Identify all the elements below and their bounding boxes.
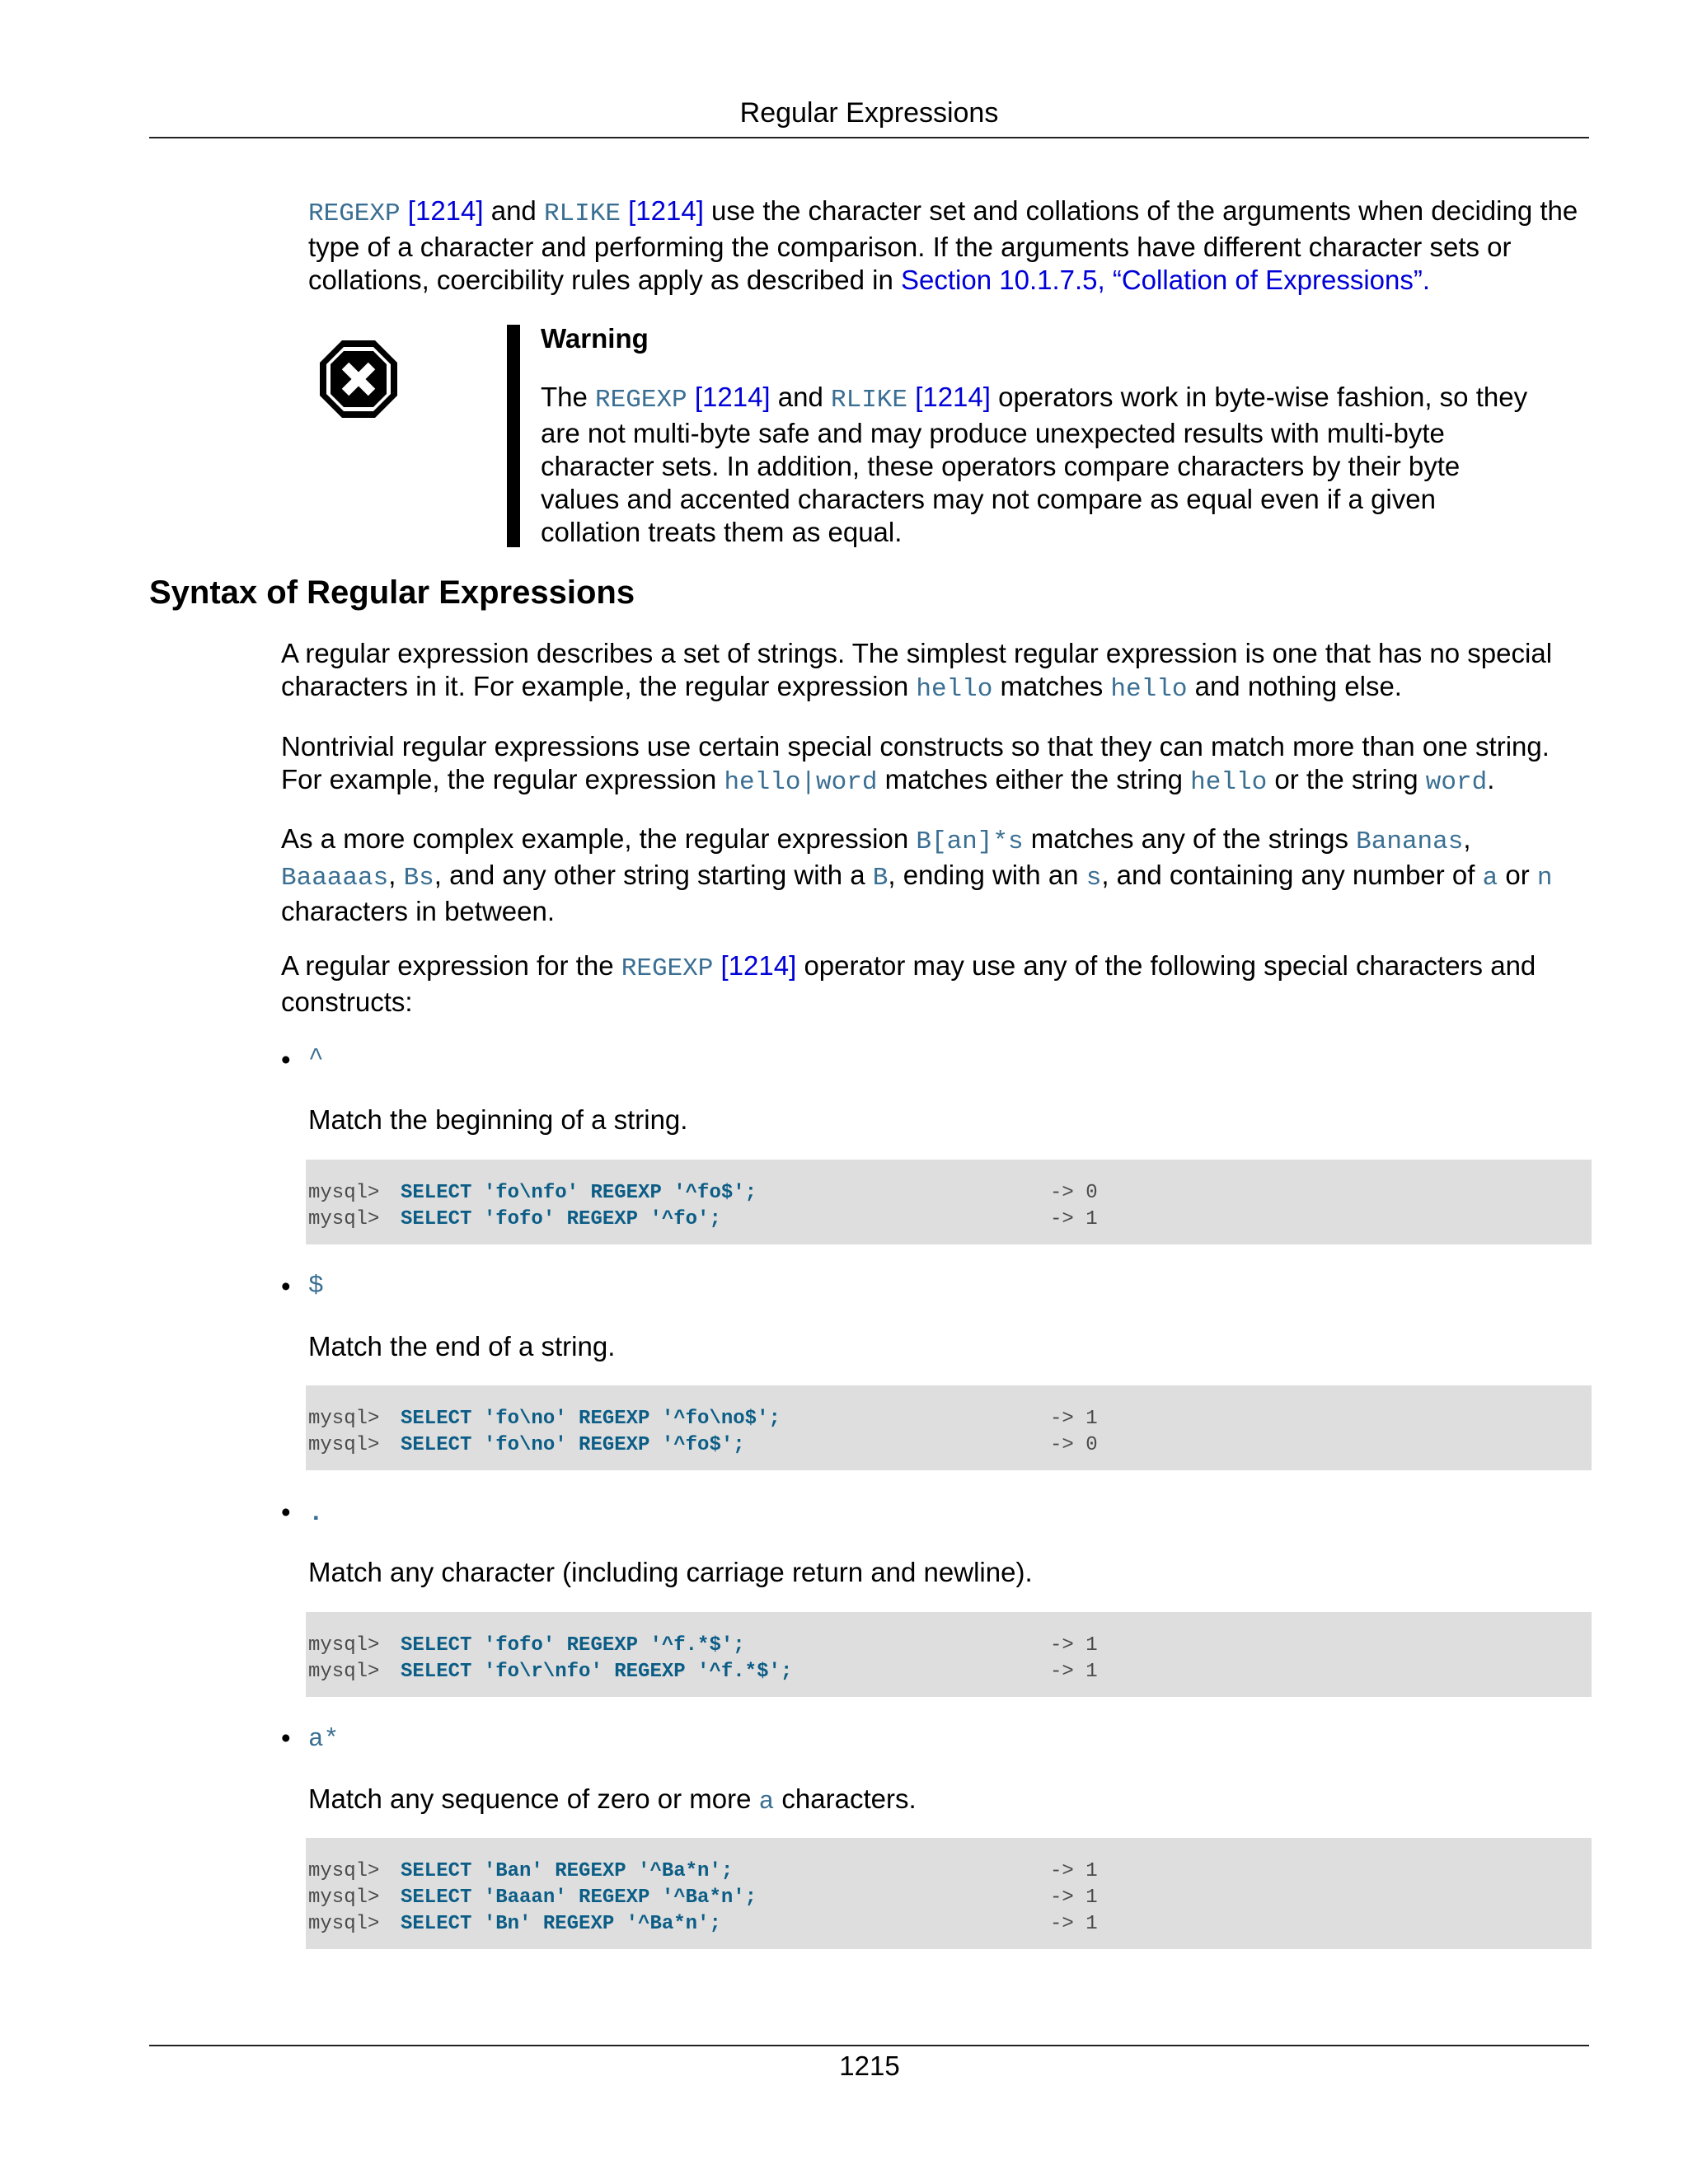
text-run: operators work in byte-wise fashion, so they are not multi-byte safe and may produce unexpected results with multi-byte character sets. In addition, these operators compare characters by their byte values and accented characters may not compare as equal even if a given collation treats them as equal. bbox=[541, 382, 1528, 547]
regex-symbol: ^ bbox=[308, 1044, 324, 1073]
footer-rule bbox=[149, 2045, 1589, 2046]
text-run: characters. bbox=[774, 1783, 917, 1814]
inline-code: a bbox=[758, 1788, 775, 1816]
code-line: mysql> SELECT 'fo\nfo' REGEXP '^fo$'; -> 0 bbox=[308, 1182, 1098, 1204]
paragraph-complex-example bbox=[281, 823, 1592, 928]
inline-code: word bbox=[1425, 768, 1488, 797]
inline-code: s bbox=[1085, 864, 1102, 893]
bullet-marker: • bbox=[281, 1271, 291, 1301]
code-line: mysql> SELECT 'fofo' REGEXP '^fo'; -> 1 bbox=[308, 1208, 1098, 1230]
code-line: mysql> SELECT 'Ban' REGEXP '^Ba*n'; -> 1 bbox=[308, 1860, 1098, 1882]
text-run: , ending with an bbox=[888, 860, 1086, 890]
bullet-marker: • bbox=[281, 1722, 291, 1753]
code-line: mysql> SELECT 'fo\r\nfo' REGEXP '^f.*$'; -> 1 bbox=[308, 1661, 1098, 1683]
text-run bbox=[713, 950, 720, 981]
text-run: The bbox=[541, 382, 596, 412]
code-line: mysql> SELECT 'fo\no' REGEXP '^fo$'; -> 0 bbox=[308, 1434, 1098, 1456]
text-run bbox=[401, 195, 408, 226]
text-run bbox=[621, 195, 628, 226]
text-run bbox=[907, 382, 915, 412]
cross-reference-link[interactable]: Section 10.1.7.5, “Collation of Expressions”. bbox=[901, 265, 1431, 295]
regex-symbol: . bbox=[308, 1499, 324, 1528]
text-run: . bbox=[1487, 764, 1495, 794]
warning-icon bbox=[317, 338, 400, 420]
code-line: mysql> SELECT 'Bn' REGEXP '^Ba*n'; -> 1 bbox=[308, 1913, 1098, 1935]
inline-code: hello bbox=[1110, 675, 1188, 704]
code-line: mysql> SELECT 'fofo' REGEXP '^f.*$'; -> 1 bbox=[308, 1634, 1098, 1657]
warning-bar bbox=[507, 325, 520, 547]
inline-code: Bs bbox=[403, 864, 434, 893]
text-run: Match the end of a string. bbox=[308, 1331, 616, 1361]
code-example bbox=[306, 1612, 1592, 1697]
code-example bbox=[306, 1838, 1592, 1949]
text-run: or bbox=[1498, 860, 1537, 890]
text-run: characters in between. bbox=[281, 896, 556, 926]
regex-symbol: $ bbox=[308, 1272, 324, 1301]
intro-paragraph bbox=[308, 194, 1594, 297]
text-run bbox=[687, 382, 695, 412]
inline-code: n bbox=[1536, 864, 1553, 893]
text-run: matches bbox=[992, 671, 1111, 701]
item-description bbox=[308, 1330, 615, 1363]
item-description bbox=[308, 1783, 917, 1819]
cross-reference-link[interactable]: [1214] bbox=[628, 195, 704, 226]
text-run: Match any character (including carriage return and newline). bbox=[308, 1557, 1033, 1587]
text-run: , and any other string starting with a bbox=[434, 860, 873, 890]
item-description bbox=[308, 1556, 1033, 1589]
inline-code: Bananas bbox=[1356, 827, 1464, 856]
cross-reference-link[interactable]: [1214] bbox=[407, 195, 484, 226]
cross-reference-link[interactable]: [1214] bbox=[720, 950, 797, 981]
text-run: and bbox=[483, 195, 544, 226]
warning-text bbox=[541, 381, 1530, 549]
regex-symbol: a* bbox=[308, 1725, 340, 1754]
inline-code: hello bbox=[1190, 768, 1268, 797]
paragraph-nontrivial-regex bbox=[281, 730, 1592, 799]
inline-code: RLIKE bbox=[831, 386, 908, 415]
inline-code: hello|word bbox=[724, 768, 878, 797]
text-run: As a more complex example, the regular expression bbox=[281, 823, 917, 854]
running-header: Regular Expressions bbox=[149, 92, 1589, 138]
page-number: 1215 bbox=[839, 2050, 900, 2081]
code-example bbox=[306, 1385, 1592, 1470]
text-run: and nothing else. bbox=[1187, 671, 1402, 701]
text-run: or the string bbox=[1267, 764, 1426, 794]
text-run: matches any of the strings bbox=[1023, 823, 1357, 854]
text-run: use the character set and collations of the arguments when deciding the type of a character and performing the comparison. If the arguments have different character sets or collations, coercibility rules apply as described in bbox=[308, 195, 1578, 295]
paragraph-simple-regex bbox=[281, 637, 1592, 706]
text-run: operator may use any of the following special characters and constructs: bbox=[281, 950, 1536, 1017]
inline-code: RLIKE bbox=[543, 199, 621, 228]
section-heading: Syntax of Regular Expressions bbox=[149, 574, 635, 611]
text-run: , bbox=[388, 860, 404, 890]
inline-code: hello bbox=[916, 675, 993, 704]
text-run: Match any sequence of zero or more bbox=[308, 1783, 759, 1814]
cross-reference-link[interactable]: [1214] bbox=[915, 382, 991, 412]
bullet-marker: • bbox=[281, 1044, 291, 1075]
text-run: A regular expression describes a set of strings. The simplest regular expression is one that has no special characters in it. For example, the regular expression bbox=[281, 638, 1553, 701]
text-run: matches either the string bbox=[877, 764, 1191, 794]
inline-code: Baaaaas bbox=[281, 864, 389, 893]
bullet-marker: • bbox=[281, 1497, 291, 1527]
code-line: mysql> SELECT 'fo\no' REGEXP '^fo\no$'; -> 1 bbox=[308, 1408, 1098, 1430]
inline-code: REGEXP bbox=[621, 954, 714, 983]
inline-code: B[an]*s bbox=[916, 827, 1024, 856]
text-run: Match the beginning of a string. bbox=[308, 1104, 688, 1135]
text-run: Nontrivial regular expressions use certain special constructs so that they can match more than one string. For example, the regular expression bbox=[281, 731, 1550, 794]
inline-code: B bbox=[872, 864, 889, 893]
code-line: mysql> SELECT 'Baaan' REGEXP '^Ba*n'; -> 1 bbox=[308, 1886, 1098, 1909]
text-run: and bbox=[770, 382, 831, 412]
paragraph-special-characters bbox=[281, 949, 1592, 1019]
text-run: , and containing any number of bbox=[1101, 860, 1483, 890]
code-example bbox=[306, 1160, 1592, 1244]
inline-code: REGEXP bbox=[308, 199, 401, 228]
text-run: A regular expression for the bbox=[281, 950, 621, 981]
cross-reference-link[interactable]: [1214] bbox=[694, 382, 771, 412]
inline-code: a bbox=[1482, 864, 1498, 893]
warning-title: Warning bbox=[541, 323, 649, 354]
item-description bbox=[308, 1104, 687, 1137]
inline-code: REGEXP bbox=[595, 386, 687, 415]
text-run: , bbox=[1463, 823, 1471, 854]
